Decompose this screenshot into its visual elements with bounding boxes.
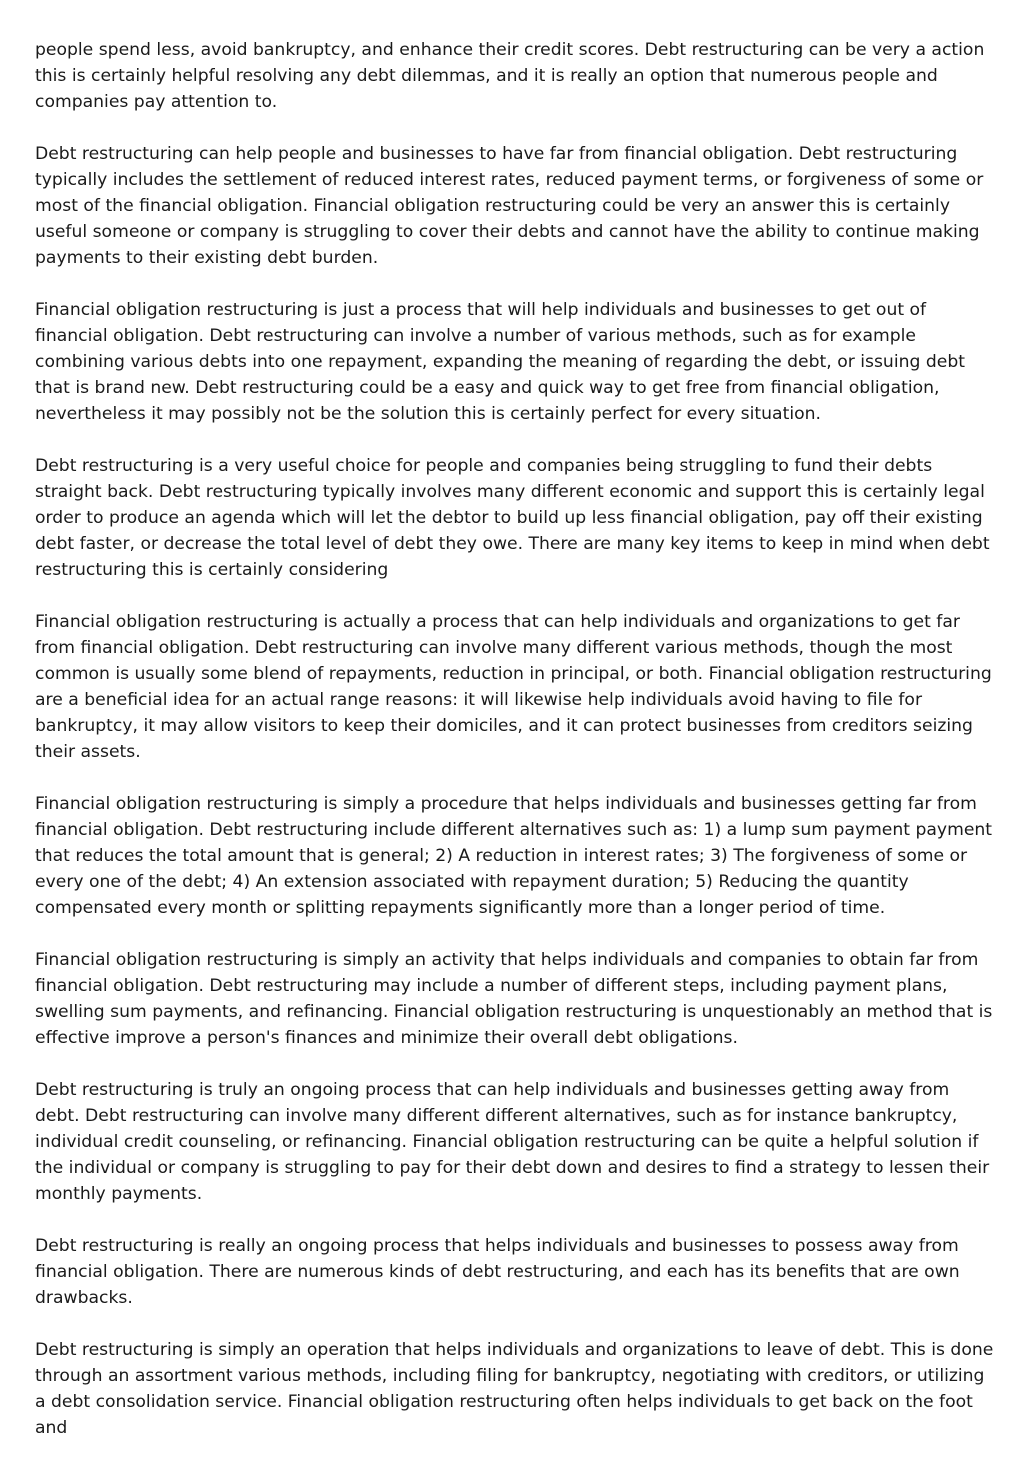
paragraph: Financial obligation restructuring is actually a process that can help individuals and organizations to get far from financial obligation. Debt restructuring can involve many different various methods, though the most common is usually some blend of repayments, reduction in principal, or both. Financial obligation restructuring are a beneficial idea for an actual range reasons: it will likewise help individuals avoid having to file for bankruptcy, it may allow visitors to keep their domiciles, and it can protect businesses from creditors seizing their assets.: [35, 612, 992, 762]
paragraph: Debt restructuring is really an ongoing process that helps individuals and businesses to possess away from financial obligation. There are numerous kinds of debt restructuring, and each has its benefits that are own drawbacks.: [35, 1236, 960, 1308]
paragraph: Debt restructuring is a very useful choice for people and companies being struggling to fund their debts straight back. Debt restructuring typically involves many different economic and support this is certainly legal order to produce an agenda which will let the debtor to build up less financial obligation, pay off their existing debt faster, or decrease the total level of debt they owe. There are many key items to keep in mind when debt restructuring this is certainly considering: [35, 456, 990, 580]
paragraph: Debt restructuring is truly an ongoing process that can help individuals and businesses getting away from debt. Debt restructuring can involve many different different alternatives, such as for instance bankruptcy, individual credit counseling, or refinancing. Financial obligation restructuring can be quite a helpful solution if the individual or company is struggling to pay for their debt down and desires to find a strategy to lessen their monthly payments.: [35, 1080, 990, 1204]
paragraph: people spend less, avoid bankruptcy, and enhance their credit scores. Debt restructuring can be very a action this is certainly helpful resolving any debt dilemmas, and it is really an option that numerous people and companies pay attention to.: [35, 40, 985, 112]
document-body: [35, 37, 995, 1467]
paragraph: Financial obligation restructuring is simply an activity that helps individuals and companies to obtain far from financial obligation. Debt restructuring may include a number of different steps, including payment plans, swelling sum payments, and refinancing. Financial obligation restructuring is unquestionably an method that is effective improve a person's finances and minimize their overall debt obligations.: [35, 950, 993, 1048]
paragraph: Debt restructuring can help people and businesses to have far from financial obligation. Debt restructuring typically includes the settlement of reduced interest rates, reduced payment terms, or forgiveness of some or most of the financial obligation. Financial obligation restructuring could be very an answer this is certainly useful someone or company is struggling to cover their debts and cannot have the ability to continue making payments to their existing debt burden.: [35, 144, 984, 268]
paragraph: Financial obligation restructuring is just a process that will help individuals and businesses to get out of financial obligation. Debt restructuring can involve a number of various methods, such as for example combining various debts into one repayment, expanding the meaning of regarding the debt, or issuing debt that is brand new. Debt restructuring could be a easy and quick way to get free from financial obligation, nevertheless it may possibly not be the solution this is certainly perfect for every situation.: [35, 300, 966, 424]
paragraph: Financial obligation restructuring is simply a procedure that helps individuals and businesses getting far from financial obligation. Debt restructuring include different alternatives such as: 1) a lump sum payment payment that reduces the total amount that is general; 2) A reduction in interest rates; 3) The forgiveness of some or every one of the debt; 4) An extension associated with repayment duration; 5) Reducing the quantity compensated every month or splitting repayments significantly more than a longer period of time.: [35, 794, 993, 918]
paragraph: Debt restructuring is simply an operation that helps individuals and organizations to leave of debt. This is done through an assortment various methods, including filing for bankruptcy, negotiating with creditors, or utilizing a debt consolidation service. Financial obligation restructuring often helps individuals to get back on the foot and: [35, 1340, 994, 1438]
